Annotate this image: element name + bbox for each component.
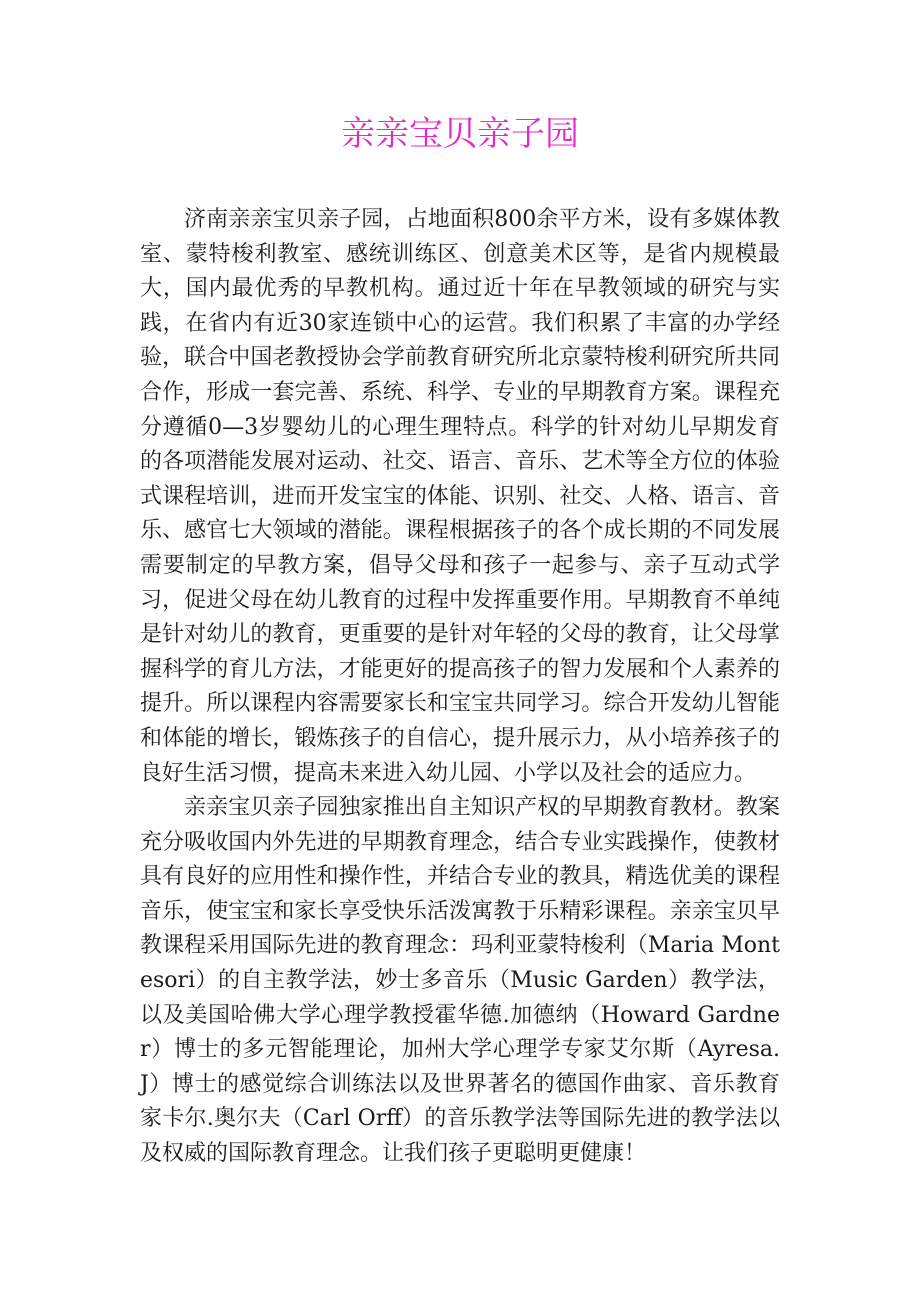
paragraph-introduction: 济南亲亲宝贝亲子园，占地面积800余平方米，设有多媒体教室、蒙特梭利教室、感统训练区、创意美术区等，是省内规模最大，国内最优秀的早教机构。通过近十年在早教领域的研究与实践，在省内有近30家连锁中心的运营。我们积累了丰富的办学经验，联合中国老教授协会学前教育研究所北京蒙特梭利研究所共同合作，形成一套完善、系统、科学、专业的早期教育方案。课程充分遵循0—3岁婴幼儿的心理生理特点。科学的针对幼儿早期发育的各项潜能发展对运动、社交、语言、音乐、艺术等全方位的体验式课程培训，进而开发宝宝的体能、识别、社交、人格、语言、音乐、感官七大领域的潜能。课程根据孩子的各个成长期的不同发展需要制定的早教方案，倡导父母和孩子一起参与、亲子互动式学习，促进父母在幼儿教育的过程中发挥重要作用。早期教育不单纯是针对幼儿的教育，更重要的是针对年轻的父母的教育，让父母掌握科学的育儿方法，才能更好的提高孩子的智力发展和个人素养的提升。所以课程内容需要家长和宝宝共同学习。综合开发幼儿智能和体能的增长，锻炼孩子的自信心，提升展示力，从小培养孩子的良好生活习惯，提高未来进入幼儿园、小学以及社会的适应力。 <box>140 207 780 786</box>
document-title: 亲亲宝贝亲子园 <box>341 114 579 154</box>
document-body <box>140 203 780 1172</box>
paragraph-curriculum: 亲亲宝贝亲子园独家推出自主知识产权的早期教育教材。教案充分吸收国内外先进的早期教育理念，结合专业实践操作，使教材具有良好的应用性和操作性，并结合专业的教具，精选优美的课程音乐，使宝宝和家长享受快乐活泼寓教于乐精彩课程。亲亲宝贝早教课程采用国际先进的教育理念：玛利亚蒙特梭利（Maria Montesori）的自主教学法，妙士多音乐（Music Garden）教学法，以及美国哈佛大学心理学教授霍华德.加德纳（Howard Gardner）博士的多元智能理论，加州大学心理学专家艾尔斯（Ayresa.J）博士的感觉综合训练法以及世界著名的德国作曲家、音乐教育家卡尔.奥尔夫（Carl Orff）的音乐教学法等国际先进的教学法以及权威的国际教育理念。让我们孩子更聪明更健康！ <box>140 795 780 1167</box>
